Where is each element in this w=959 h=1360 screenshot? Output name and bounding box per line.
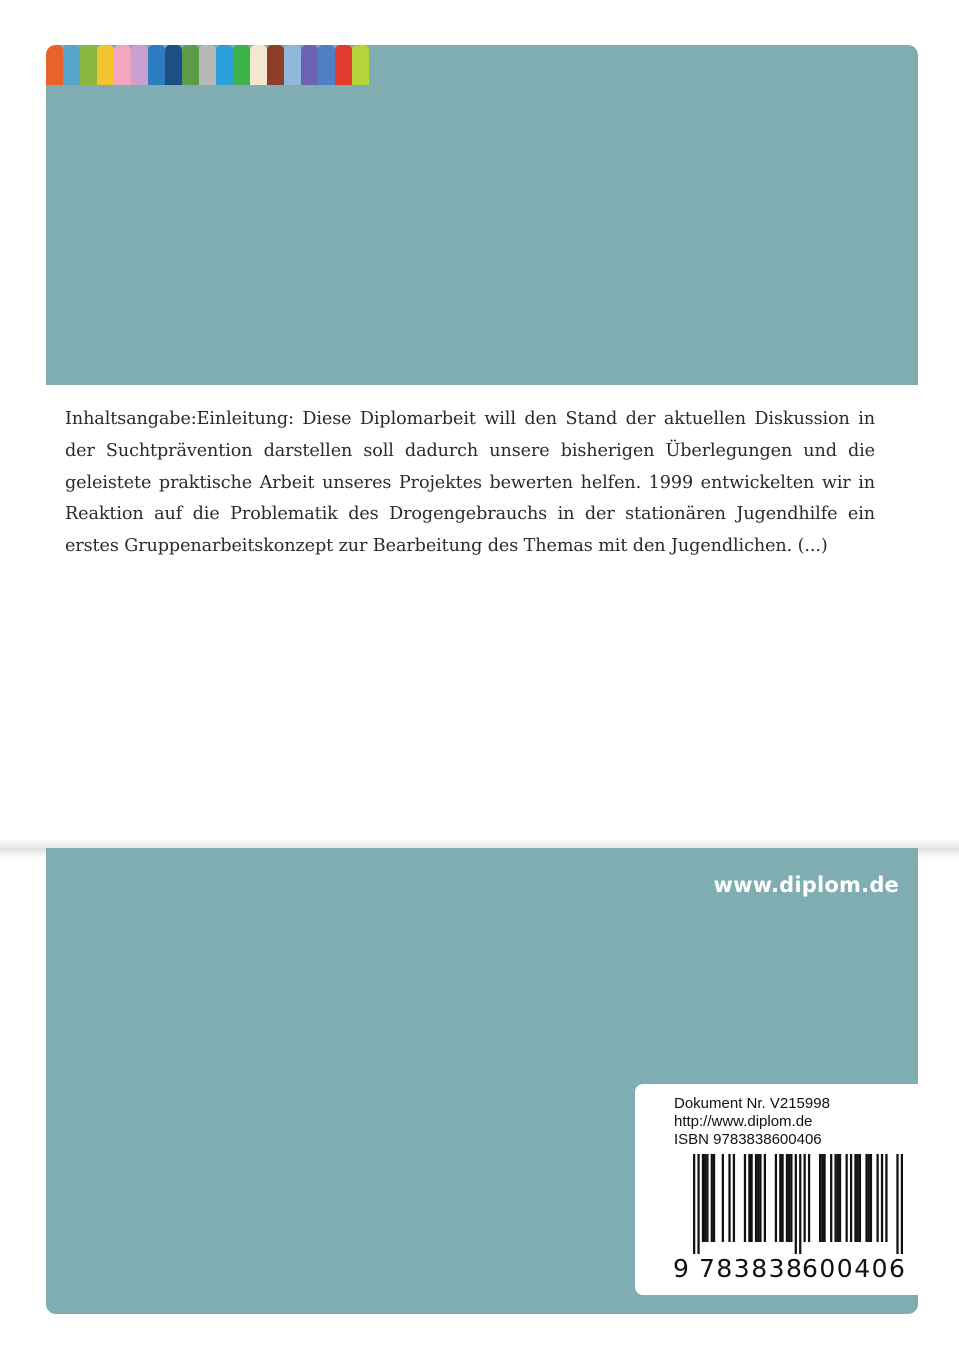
- barcode-bar: [870, 1154, 872, 1242]
- isbn-barcode: [693, 1154, 903, 1254]
- color-strip-tab: [233, 45, 250, 85]
- barcode-bar: [839, 1154, 841, 1242]
- barcode-bar: [706, 1154, 708, 1242]
- barcode-bar: [830, 1154, 832, 1242]
- color-strip: [46, 45, 369, 85]
- color-strip-tab: [46, 45, 63, 85]
- color-strip-tab: [131, 45, 148, 85]
- color-strip-tab: [301, 45, 318, 85]
- barcode-bar: [868, 1154, 870, 1242]
- document-number: Dokument Nr. V215998: [674, 1095, 830, 1112]
- barcode-bar: [859, 1154, 861, 1242]
- barcode-bar: [881, 1154, 883, 1242]
- barcode-guard-bar: [896, 1154, 898, 1254]
- barcode-bar: [779, 1154, 781, 1242]
- barcode-bar: [775, 1154, 777, 1242]
- color-strip-tab: [335, 45, 352, 85]
- isbn-right-group: 600406: [802, 1254, 907, 1283]
- barcode-bar: [821, 1154, 823, 1242]
- barcode-bar: [728, 1154, 730, 1242]
- isbn-label: ISBN 9783838600406: [674, 1131, 822, 1148]
- barcode-bar: [804, 1154, 806, 1242]
- barcode-bar: [788, 1154, 790, 1242]
- barcode-bar: [786, 1154, 788, 1242]
- color-strip-tab: [250, 45, 267, 85]
- barcode-bar: [759, 1154, 761, 1242]
- blurb-text: Inhaltsangabe:Einleitung: Diese Diplomarbeit will den Stand der aktuellen Diskussion in der Suchtprävention darstellen soll dadurch unsere bisherigen Überlegungen und die geleistete praktische Arbeit unseres Projektes bewerten helfen. 1999 entwickelten wir in Reaktion auf die Problematik des Drogengebrauchs in der stationären Jugendhilfe ein erstes Gruppenarbeitskonzept zur Bearbeitung des Themas mit den Jugendlichen. (...): [65, 409, 875, 557]
- barcode-bar: [837, 1154, 839, 1242]
- color-strip-tab: [165, 45, 182, 85]
- barcode-bar: [750, 1154, 752, 1242]
- publisher-url: www.diplom.de: [713, 873, 899, 897]
- barcode-bar: [722, 1154, 724, 1242]
- isbn-digits: [673, 1254, 906, 1283]
- barcode-bar: [711, 1154, 713, 1242]
- barcode-bar: [744, 1154, 746, 1242]
- color-strip-tab: [97, 45, 114, 85]
- barcode-bar: [764, 1154, 766, 1242]
- color-strip-tab: [216, 45, 233, 85]
- color-strip-tab: [80, 45, 97, 85]
- barcode-bar: [781, 1154, 783, 1242]
- barcode-bar: [757, 1154, 759, 1242]
- barcode-bar: [885, 1154, 887, 1242]
- color-strip-tab: [148, 45, 165, 85]
- barcode-guard-bar: [693, 1154, 695, 1254]
- barcode-bar: [834, 1154, 836, 1242]
- color-strip-tab: [352, 45, 369, 85]
- barcode-bar: [755, 1154, 757, 1242]
- barcode-guard-bar: [697, 1154, 699, 1254]
- barcode-bar: [790, 1154, 792, 1242]
- color-strip-tab: [199, 45, 216, 85]
- barcode-bar: [704, 1154, 706, 1242]
- color-strip-tab: [284, 45, 301, 85]
- color-strip-tab: [63, 45, 80, 85]
- isbn-lead-digit: 9: [673, 1254, 690, 1283]
- document-url: http://www.diplom.de: [674, 1113, 813, 1130]
- barcode-bar: [857, 1154, 859, 1242]
- barcode-bar: [865, 1154, 867, 1242]
- isbn-left-group: 783838: [699, 1254, 804, 1283]
- color-strip-tab: [182, 45, 199, 85]
- cover-top-panel: [46, 45, 918, 385]
- barcode-bar: [846, 1154, 848, 1242]
- barcode-bar: [748, 1154, 750, 1242]
- barcode-bar: [808, 1154, 810, 1242]
- barcode-guard-bar: [795, 1154, 797, 1254]
- barcode-bar: [823, 1154, 825, 1242]
- barcode-guard-bar: [799, 1154, 801, 1254]
- barcode-bar: [702, 1154, 704, 1242]
- color-strip-tab: [114, 45, 131, 85]
- color-strip-tab: [267, 45, 284, 85]
- barcode-bar: [713, 1154, 715, 1242]
- barcode-box: [635, 1084, 918, 1295]
- barcode-bar: [819, 1154, 821, 1242]
- barcode-guard-bar: [901, 1154, 903, 1254]
- barcode-bar: [850, 1154, 852, 1242]
- barcode-bar: [733, 1154, 735, 1242]
- barcode-bar: [854, 1154, 856, 1242]
- color-strip-tab: [318, 45, 335, 85]
- barcode-bar: [876, 1154, 878, 1242]
